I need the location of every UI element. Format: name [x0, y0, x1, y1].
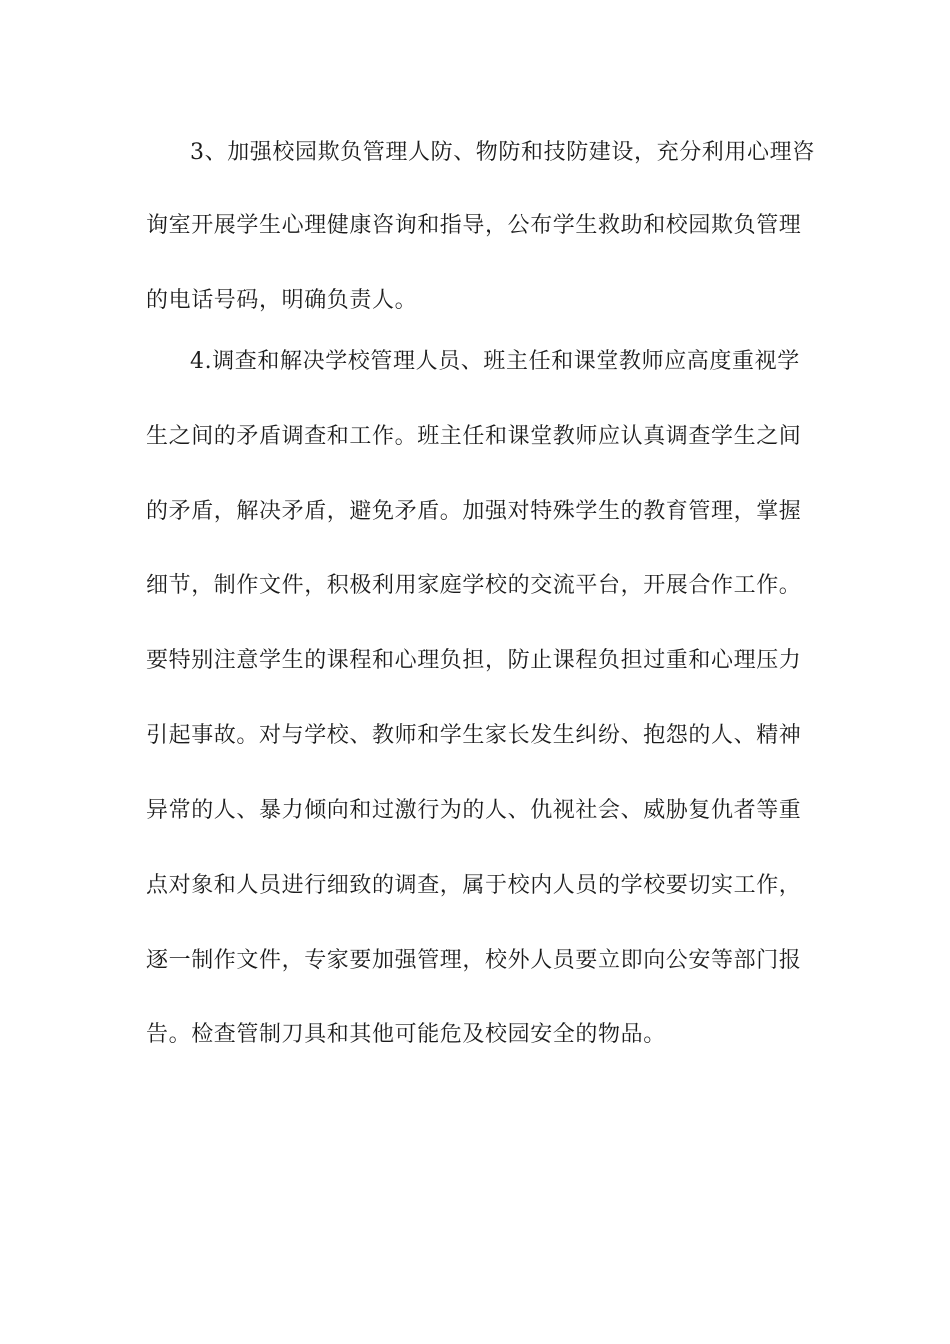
text-line: 点对象和人员进行细致的调查，属于校内人员的学校要切实工作，	[146, 873, 802, 898]
text-line: 逐一制作文件，专家要加强管理，校外人员要立即向公安等部门报	[146, 948, 802, 973]
text-line: 细节，制作文件，积极利用家庭学校的交流平台，开展合作工作。	[146, 573, 802, 598]
text-line: 4.调查和解决学校管理人员、班主任和课堂教师应高度重视学	[190, 349, 800, 374]
text-line: 生之间的矛盾调查和工作。班主任和课堂教师应认真调查学生之间	[146, 424, 802, 449]
text-line: 引起事故。对与学校、教师和学生家长发生纠纷、抱怨的人、精神	[146, 723, 802, 748]
text-line: 询室开展学生心理健康咨询和指导，公布学生救助和校园欺负管理	[146, 213, 802, 238]
text-line: 3、加强校园欺负管理人防、物防和技防建设，充分利用心理咨	[190, 140, 815, 165]
text-line: 的电话号码，明确负责人。	[146, 288, 418, 313]
text-line: 告。检查管制刀具和其他可能危及校园安全的物品。	[146, 1022, 666, 1047]
text-line: 要特别注意学生的课程和心理负担，防止课程负担过重和心理压力	[146, 648, 802, 673]
text-line: 的矛盾，解决矛盾，避免矛盾。加强对特殊学生的教育管理，掌握	[146, 499, 802, 524]
text-line: 异常的人、暴力倾向和过激行为的人、仇视社会、威胁复仇者等重	[146, 798, 802, 823]
